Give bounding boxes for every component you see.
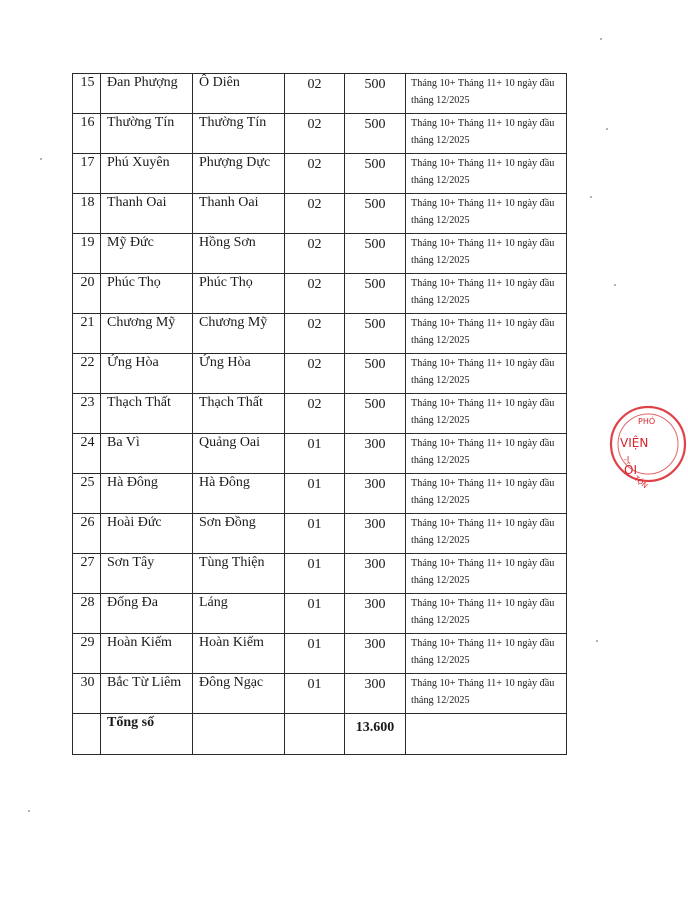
time-period: Tháng 10+ Tháng 11+ 10 ngày đầu tháng 12/2025 bbox=[406, 474, 567, 514]
row-number: 17 bbox=[73, 154, 101, 194]
row-number: 21 bbox=[73, 314, 101, 354]
commune-name: Ứng Hòa bbox=[193, 354, 285, 394]
scan-speck bbox=[614, 284, 616, 286]
district-name: Hoài Đức bbox=[101, 514, 193, 554]
commune-name: Hà Đông bbox=[193, 474, 285, 514]
time-period: Tháng 10+ Tháng 11+ 10 ngày đầu tháng 12/2025 bbox=[406, 594, 567, 634]
district-name: Mỹ Đức bbox=[101, 234, 193, 274]
district-name: Ba Vì bbox=[101, 434, 193, 474]
table-row bbox=[73, 114, 567, 154]
commune-name: Thạch Thất bbox=[193, 394, 285, 434]
commune-name: Láng bbox=[193, 594, 285, 634]
amount-value: 500 bbox=[345, 354, 406, 394]
row-number: 20 bbox=[73, 274, 101, 314]
scan-speck bbox=[40, 158, 42, 160]
table-row bbox=[73, 674, 567, 714]
commune-name: Quảng Oai bbox=[193, 434, 285, 474]
district-name: Bắc Từ Liêm bbox=[101, 674, 193, 714]
time-period: Tháng 10+ Tháng 11+ 10 ngày đầu tháng 12/2025 bbox=[406, 314, 567, 354]
table-row bbox=[73, 154, 567, 194]
time-period: Tháng 10+ Tháng 11+ 10 ngày đầu tháng 12/2025 bbox=[406, 514, 567, 554]
scan-speck bbox=[28, 810, 30, 812]
amount-value: 500 bbox=[345, 154, 406, 194]
table-row bbox=[73, 394, 567, 434]
total-empty-cell bbox=[193, 714, 285, 755]
row-number: 24 bbox=[73, 434, 101, 474]
svg-text:PHÓ: PHÓ bbox=[638, 417, 656, 426]
commune-name: Hồng Sơn bbox=[193, 234, 285, 274]
table-row bbox=[73, 474, 567, 514]
time-period: Tháng 10+ Tháng 11+ 10 ngày đầu tháng 12/2025 bbox=[406, 394, 567, 434]
row-number: 25 bbox=[73, 474, 101, 514]
commune-name: Phúc Thọ bbox=[193, 274, 285, 314]
amount-value: 500 bbox=[345, 274, 406, 314]
quantity-value: 01 bbox=[285, 474, 345, 514]
time-period: Tháng 10+ Tháng 11+ 10 ngày đầu tháng 12/2025 bbox=[406, 634, 567, 674]
total-label: Tổng số bbox=[101, 714, 193, 755]
time-period: Tháng 10+ Tháng 11+ 10 ngày đầu tháng 12/2025 bbox=[406, 74, 567, 114]
amount-value: 300 bbox=[345, 674, 406, 714]
commune-name: Tùng Thiện bbox=[193, 554, 285, 594]
amount-value: 500 bbox=[345, 194, 406, 234]
district-name: Phúc Thọ bbox=[101, 274, 193, 314]
allocation-table bbox=[72, 73, 567, 755]
total-row bbox=[73, 714, 567, 755]
amount-value: 300 bbox=[345, 594, 406, 634]
quantity-value: 02 bbox=[285, 354, 345, 394]
time-period: Tháng 10+ Tháng 11+ 10 ngày đầu tháng 12/2025 bbox=[406, 674, 567, 714]
amount-value: 500 bbox=[345, 394, 406, 434]
district-name: Đống Đa bbox=[101, 594, 193, 634]
table-row bbox=[73, 354, 567, 394]
commune-name: Thường Tín bbox=[193, 114, 285, 154]
row-number: 27 bbox=[73, 554, 101, 594]
time-period: Tháng 10+ Tháng 11+ 10 ngày đầu tháng 12/2025 bbox=[406, 194, 567, 234]
amount-value: 300 bbox=[345, 434, 406, 474]
total-empty-cell bbox=[285, 714, 345, 755]
table-row bbox=[73, 194, 567, 234]
table-row bbox=[73, 234, 567, 274]
table-row bbox=[73, 594, 567, 634]
quantity-value: 02 bbox=[285, 234, 345, 274]
amount-value: 300 bbox=[345, 474, 406, 514]
svg-text:TỘN: TỘN bbox=[632, 474, 650, 491]
district-name: Sơn Tây bbox=[101, 554, 193, 594]
district-name: Ứng Hòa bbox=[101, 354, 193, 394]
quantity-value: 02 bbox=[285, 394, 345, 434]
time-period: Tháng 10+ Tháng 11+ 10 ngày đầu tháng 12/2025 bbox=[406, 554, 567, 594]
row-number: 22 bbox=[73, 354, 101, 394]
scan-speck bbox=[600, 38, 602, 40]
row-number: 29 bbox=[73, 634, 101, 674]
scan-speck bbox=[606, 128, 608, 130]
svg-text:ỘI: ỘI bbox=[624, 463, 637, 477]
commune-name: Đông Ngạc bbox=[193, 674, 285, 714]
amount-value: 300 bbox=[345, 514, 406, 554]
amount-value: 500 bbox=[345, 314, 406, 354]
table-row bbox=[73, 514, 567, 554]
amount-value: 500 bbox=[345, 114, 406, 154]
red-seal-stamp bbox=[608, 404, 688, 491]
commune-name: Phượng Dực bbox=[193, 154, 285, 194]
commune-name: Hoàn Kiếm bbox=[193, 634, 285, 674]
time-period: Tháng 10+ Tháng 11+ 10 ngày đầu tháng 12/2025 bbox=[406, 154, 567, 194]
table-body bbox=[73, 74, 567, 755]
scan-speck bbox=[596, 640, 598, 642]
district-name: Phú Xuyên bbox=[101, 154, 193, 194]
time-period: Tháng 10+ Tháng 11+ 10 ngày đầu tháng 12/2025 bbox=[406, 274, 567, 314]
district-name: Thạch Thất bbox=[101, 394, 193, 434]
district-name: Thanh Oai bbox=[101, 194, 193, 234]
table-row bbox=[73, 74, 567, 114]
row-number: 26 bbox=[73, 514, 101, 554]
time-period: Tháng 10+ Tháng 11+ 10 ngày đầu tháng 12/2025 bbox=[406, 234, 567, 274]
quantity-value: 02 bbox=[285, 114, 345, 154]
total-empty-cell bbox=[406, 714, 567, 755]
quantity-value: 02 bbox=[285, 194, 345, 234]
time-period: Tháng 10+ Tháng 11+ 10 ngày đầu tháng 12/2025 bbox=[406, 354, 567, 394]
table-row bbox=[73, 314, 567, 354]
quantity-value: 01 bbox=[285, 514, 345, 554]
total-amount: 13.600 bbox=[345, 714, 406, 755]
svg-text:-I: -I bbox=[624, 455, 630, 464]
district-name: Hoàn Kiếm bbox=[101, 634, 193, 674]
quantity-value: 01 bbox=[285, 554, 345, 594]
quantity-value: 02 bbox=[285, 74, 345, 114]
amount-value: 300 bbox=[345, 634, 406, 674]
time-period: Tháng 10+ Tháng 11+ 10 ngày đầu tháng 12/2025 bbox=[406, 434, 567, 474]
amount-value: 300 bbox=[345, 554, 406, 594]
svg-text:VIỆN: VIỆN bbox=[620, 436, 649, 450]
row-number: 28 bbox=[73, 594, 101, 634]
quantity-value: 01 bbox=[285, 594, 345, 634]
district-name: Hà Đông bbox=[101, 474, 193, 514]
row-number: 23 bbox=[73, 394, 101, 434]
amount-value: 500 bbox=[345, 234, 406, 274]
quantity-value: 02 bbox=[285, 154, 345, 194]
total-empty-cell bbox=[73, 714, 101, 755]
table-row bbox=[73, 434, 567, 474]
district-name: Thường Tín bbox=[101, 114, 193, 154]
district-name: Chương Mỹ bbox=[101, 314, 193, 354]
commune-name: Chương Mỹ bbox=[193, 314, 285, 354]
quantity-value: 01 bbox=[285, 434, 345, 474]
commune-name: Sơn Đồng bbox=[193, 514, 285, 554]
district-name: Đan Phượng bbox=[101, 74, 193, 114]
commune-name: Thanh Oai bbox=[193, 194, 285, 234]
row-number: 30 bbox=[73, 674, 101, 714]
table-row bbox=[73, 274, 567, 314]
time-period: Tháng 10+ Tháng 11+ 10 ngày đầu tháng 12/2025 bbox=[406, 114, 567, 154]
row-number: 15 bbox=[73, 74, 101, 114]
row-number: 16 bbox=[73, 114, 101, 154]
quantity-value: 01 bbox=[285, 634, 345, 674]
quantity-value: 02 bbox=[285, 314, 345, 354]
row-number: 18 bbox=[73, 194, 101, 234]
commune-name: Ô Diên bbox=[193, 74, 285, 114]
table-row bbox=[73, 634, 567, 674]
table-row bbox=[73, 554, 567, 594]
row-number: 19 bbox=[73, 234, 101, 274]
amount-value: 500 bbox=[345, 74, 406, 114]
quantity-value: 02 bbox=[285, 274, 345, 314]
quantity-value: 01 bbox=[285, 674, 345, 714]
scan-speck bbox=[590, 196, 592, 198]
